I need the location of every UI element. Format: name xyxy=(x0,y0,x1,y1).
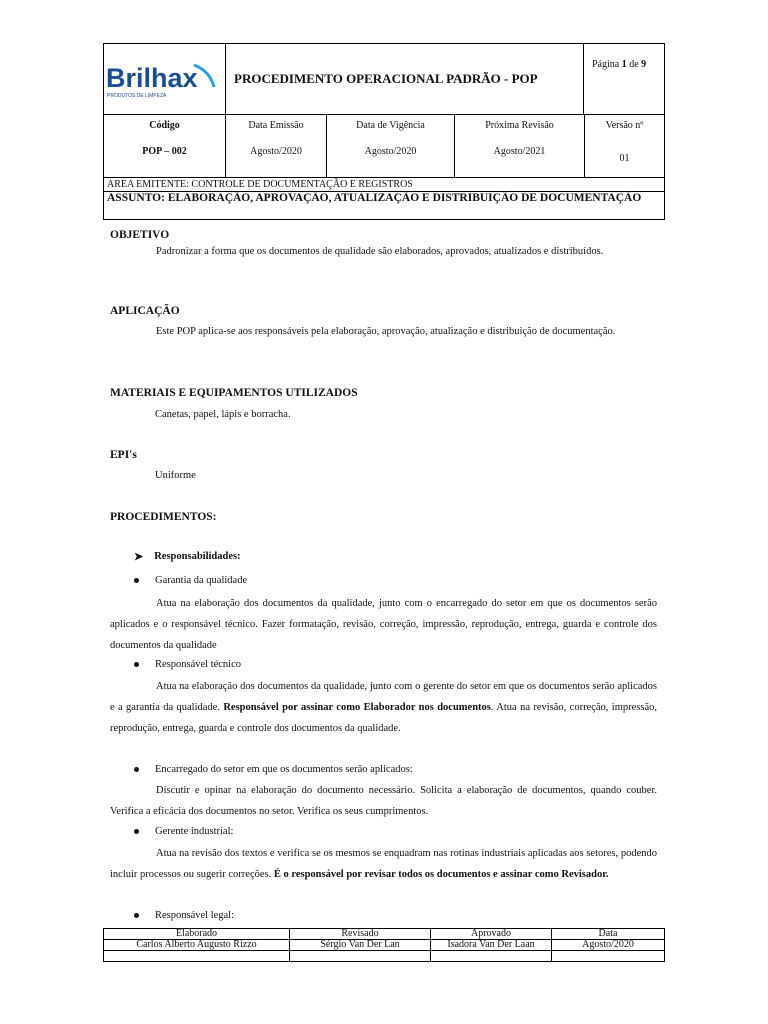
document-subject: ASSUNTO: ELABORAÇÃO, APROVAÇÃO, ATUALIZAÇÃO E DISTRIBUIÇÃO DE DOCUMENTAÇÃO xyxy=(107,192,642,204)
section-objetivo-text: Padronizar a forma que os documentos de qualidade são elaborados, aprovados, atualizados e distribuídos. xyxy=(156,246,604,257)
item-text: Atua na elaboração dos documentos da qualidade, junto com o gerente do setor em que os documentos serão aplicados e a garantia da qualidade. Responsável por assinar como Elaborador nos documentos. Atua na revisão, correção, impressão, reprodução, entrega, guarda e controle dos documentos da qualidade. xyxy=(110,681,657,734)
table-header-cell: Elaborado xyxy=(104,929,290,940)
table-header-cell: Revisado xyxy=(290,929,431,940)
section-epi-text: Uniforme xyxy=(155,470,196,481)
document-header xyxy=(103,43,665,220)
field-next-revision: Próxima Revisão Agosto/2021 xyxy=(455,115,585,177)
svg-text:Brilhax: Brilhax xyxy=(106,63,198,93)
section-objetivo-title: OBJETIVO xyxy=(110,229,170,241)
section-materiais-title: MATERIAIS E EQUIPAMENTOS UTILIZADOS xyxy=(110,387,358,399)
section-epi-title: EPI's xyxy=(110,449,137,461)
signature-table xyxy=(103,928,665,962)
signature-cell xyxy=(431,951,552,962)
item-text: Discutir e opinar na elaboração do documento necessário. Solicita a elaboração de documentos, quando couber. Verifica a eficácia dos documentos no setor. Verifica os seus cumprimentos. xyxy=(110,785,657,817)
list-item: Responsável legal: xyxy=(134,910,234,921)
section-procedimentos-title: PROCEDIMENTOS: xyxy=(110,511,217,523)
list-item: Responsável técnico xyxy=(134,659,241,670)
field-code: Código POP – 002 xyxy=(104,115,226,177)
field-version: Versão nº 01 xyxy=(605,120,644,164)
header-fields xyxy=(104,115,664,178)
svg-text:PRODUTOS DE LIMPEZA: PRODUTOS DE LIMPEZA xyxy=(107,93,167,99)
signature-cell xyxy=(104,951,290,962)
bullet-icon xyxy=(134,913,139,918)
item-text: Atua na elaboração dos documentos da qualidade, junto com o encarregado do setor em que os documentos serão aplicados e o responsável técnico. Fazer formatação, revisão, correção, impressão, reprodução, entrega, guarda e controle dos documentos da qualidade xyxy=(110,598,657,651)
company-logo xyxy=(104,44,226,114)
table-row xyxy=(104,951,665,962)
issuing-area: AREA EMITENTE: CONTROLE DE DOCUMENTAÇÃO E REGISTROS xyxy=(104,178,664,192)
table-row xyxy=(104,929,665,940)
item-text: Atua na revisão dos textos e verifica se os mesmos se enquadram nas rotinas industriais aplicadas aos setores, podendo incluir processos ou sugerir correções. É o responsável por revisar todos os documentos e assinar como Revisador. xyxy=(110,848,657,880)
list-item: Garantia da qualidade xyxy=(134,575,247,586)
responsabilidades-heading: ➤ Responsabilidades: xyxy=(134,551,241,563)
document-title: PROCEDIMENTO OPERACIONAL PADRÃO - POP xyxy=(226,44,584,114)
table-cell: Carlos Alberto Augusto Rizzo xyxy=(104,940,290,951)
field-effective-date: Data de Vigência Agosto/2020 xyxy=(327,115,455,177)
table-cell: Sérgio Van Der Lan xyxy=(290,940,431,951)
signature-cell xyxy=(552,951,665,962)
arrow-bullet-icon: ➤ xyxy=(134,551,144,563)
bullet-icon xyxy=(134,767,139,772)
list-item: Encarregado do setor em que os documentos serão aplicados: xyxy=(134,764,413,775)
bullet-icon xyxy=(134,829,139,834)
list-item: Gerente industrial: xyxy=(134,826,233,837)
bullet-icon xyxy=(134,662,139,667)
table-cell: Agosto/2020 xyxy=(552,940,665,951)
signature-cell xyxy=(290,951,431,962)
section-aplicacao-text: Este POP aplica-se aos responsáveis pela elaboração, aprovação, atualização e distribuição de documentação. xyxy=(156,326,616,337)
page-indicator: Página 1 de 9 xyxy=(592,59,647,70)
field-issue-date: Data Emissão Agosto/2020 xyxy=(226,115,327,177)
bullet-icon xyxy=(134,578,139,583)
table-header-cell: Aprovado xyxy=(431,929,552,940)
section-aplicacao-title: APLICAÇÃO xyxy=(110,305,180,317)
table-cell: Isadora Van Der Laan xyxy=(431,940,552,951)
section-materiais-text: Canetas, papel, lápis e borracha. xyxy=(155,409,291,420)
table-header-cell: Data xyxy=(552,929,665,940)
table-row xyxy=(104,940,665,951)
